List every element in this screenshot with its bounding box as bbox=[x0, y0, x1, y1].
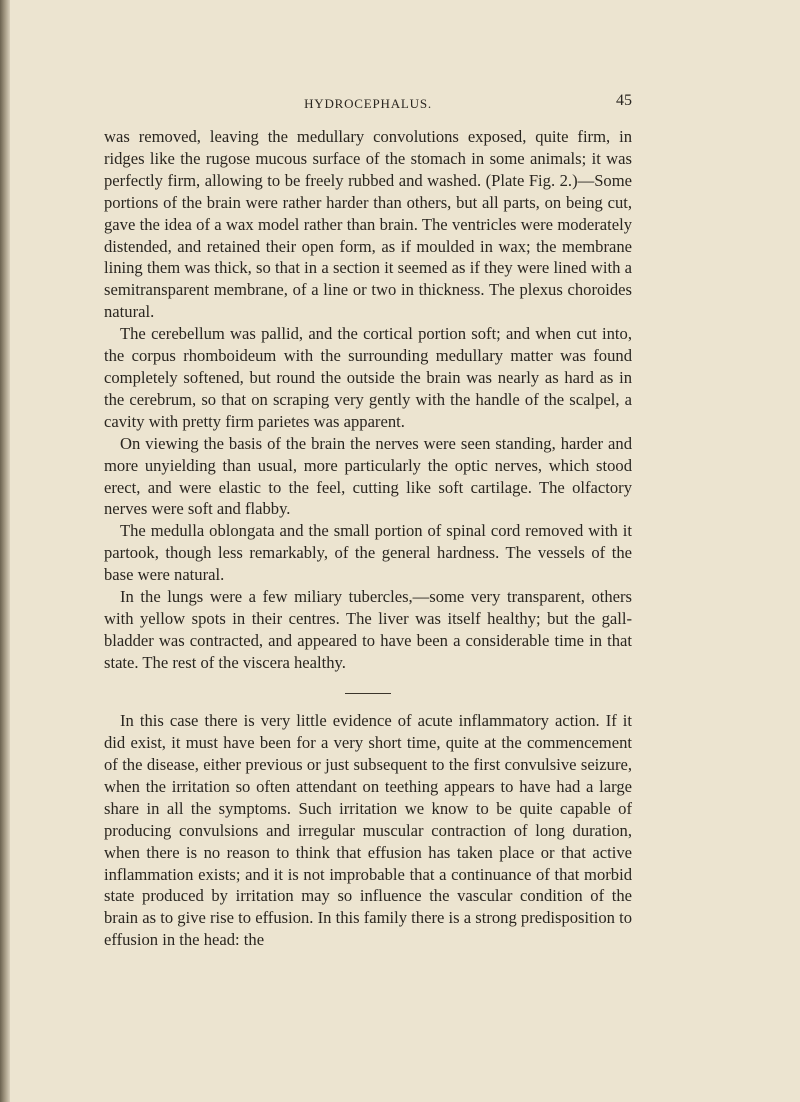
paragraph-cerebellum: The cerebellum was pallid, and the cortical portion soft; and when cut into, the corpus rhomboideum with the surrounding medullary matter was found completely softened, but round the outside the brain was nearly as hard as in the cerebrum, so that on scraping very gently with the handle of the scalpel, a cavity with pretty firm parietes was apparent. bbox=[104, 324, 632, 431]
page-number: 45 bbox=[616, 92, 632, 109]
paragraph-commentary: In this case there is very little evidence of acute inflammatory action. If it did exist, it must have been for a very short time, quite at the commencement of the disease, either previous or just subsequent to the first convulsive seizure, when the irritation so often attendant on teething appears to have had a large share in all the symptoms. Such irritation we know to be quite capable of producing convulsions and irregular muscular contraction of long duration, when there is no reason to think that effusion has taken place or that active inflammation exists; and it is not improbable that a continuance of that morbid state produced by irritation may so influence the vascular condition of the brain as to give rise to effusion. In this family there is a strong predisposition to effusion in the head: the bbox=[104, 711, 632, 950]
paragraph-lungs: In the lungs were a few miliary tubercles,—some very transparent, others with yellow spots in their centres. The liver was itself healthy; but the gall-bladder was contracted, and appeared to have been a considerable time in that state. The rest of the viscera healthy. bbox=[104, 587, 632, 672]
paragraph-basis-of-brain: On viewing the basis of the brain the nerves were seen standing, harder and more unyielding than usual, more particularly the optic nerves, which stood erect, and were elastic to the feel, cutting like soft cartilage. The olfactory nerves were soft and flabby. bbox=[104, 433, 632, 519]
paragraph-medulla: The medulla oblongata and the small portion of spinal cord removed with it partook, though less remarkably, of the general hardness. The vessels of the base were natural. bbox=[104, 521, 632, 585]
paragraph-continued: was removed, leaving the medullary convolutions exposed, quite firm, in ridges like the rugose mucous surface of the stomach in some animals; it was perfectly firm, allowing to be freely rubbed and washed. (Plate Fig. 2.)—Some portions of the brain were rather harder than others, but all parts, on being cut, gave the idea of a wax model rather than brain. The ventricles were moderately distended, and retained their open form, as if moulded in wax; the membrane lining them was thick, so that in a section it seemed as if they were lined with a semitransparent membrane, of a line or two in thickness. The plexus choroides natural. bbox=[104, 127, 632, 322]
page-header bbox=[104, 92, 632, 114]
body-text bbox=[104, 126, 632, 951]
page-binding-edge bbox=[0, 0, 10, 1102]
running-title: HYDROCEPHALUS. bbox=[304, 96, 432, 111]
section-divider bbox=[345, 693, 391, 695]
